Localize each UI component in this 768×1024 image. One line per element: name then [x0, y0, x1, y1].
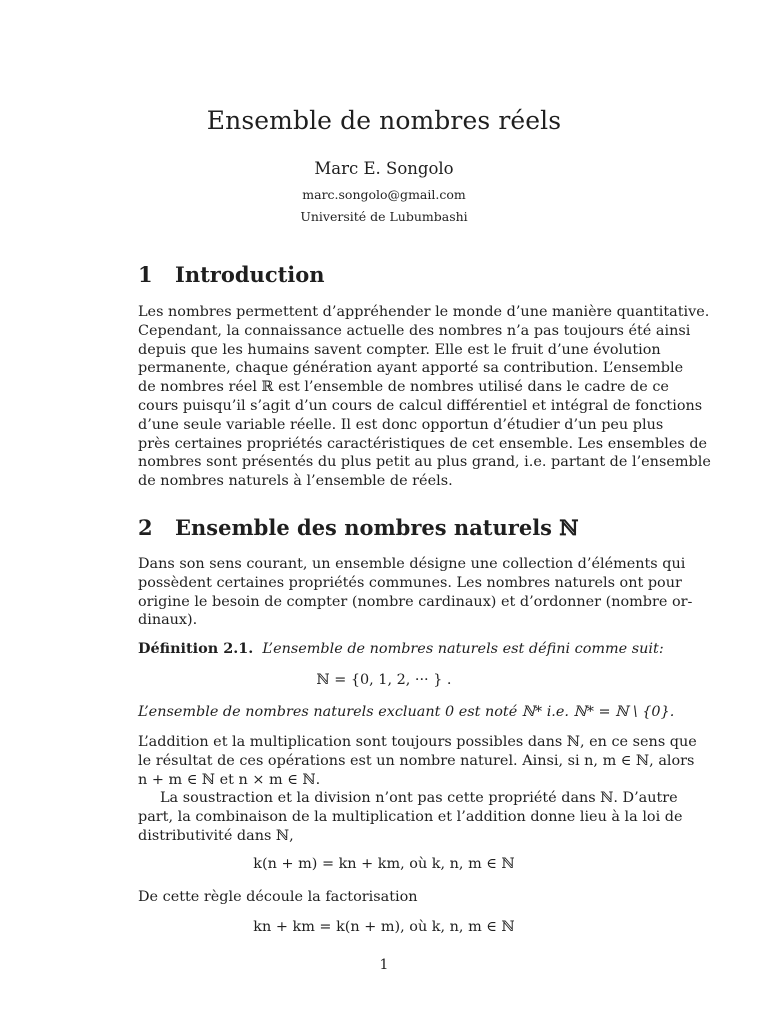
equation-factorisation: kn + km = k(n + m), où k, n, m ∈ ℕ	[253, 919, 515, 935]
section-number: 2	[138, 515, 153, 540]
text-line: d’une seule variable réelle. Il est donc opportun d’étudier d’un peu plus	[138, 416, 664, 433]
page-number: 1	[379, 957, 389, 973]
equation-distributivity: k(n + m) = kn + km, où k, n, m ∈ ℕ	[253, 856, 515, 872]
definition-formula: ℕ = {0, 1, 2, ··· } .	[316, 672, 452, 688]
section-heading-naturals	[138, 515, 579, 540]
text-line: distributivité dans ℕ,	[138, 827, 294, 844]
distributivity-paragraph	[138, 789, 683, 845]
text-line: part, la combinaison de la multiplication et l’addition donne lieu à la loi de	[138, 808, 683, 825]
definition-note: L’ensemble de nombres naturels excluant 0 est noté ℕ* i.e. ℕ* = ℕ \ {0}.	[138, 704, 675, 720]
definition-statement: L’ensemble de nombres naturels est défini comme suit:	[262, 641, 664, 657]
text-line: de nombres naturels à l’ensemble de réels.	[138, 473, 453, 490]
factorisation-intro: De cette règle découle la factorisation	[138, 889, 418, 905]
intro-paragraph	[138, 303, 711, 491]
naturals-paragraph	[138, 555, 693, 630]
text-line: possèdent certaines propriétés communes. Les nombres naturels ont pour	[138, 574, 682, 591]
text-line: cours puisqu’il s’agit d’un cours de calcul différentiel et intégral de fonctions	[138, 397, 703, 414]
text-line: permanente, chaque génération ayant apporté sa contribution. L’ensemble	[138, 360, 684, 377]
text-line: Dans son sens courant, un ensemble désigne une collection d’éléments qui	[138, 556, 686, 572]
text-line: le résultat de ces opérations est un nombre naturel. Ainsi, si n, m ∈ ℕ, alors	[138, 752, 695, 769]
text-line: La soustraction et la division n’ont pas cette propriété dans ℕ. D’autre	[160, 790, 678, 806]
author-affiliation: Université de Lubumbashi	[300, 209, 468, 224]
text-line: L’addition et la multiplication sont toujours possibles dans ℕ, en ce sens que	[138, 734, 697, 750]
text-line: depuis que les humains savent compter. Elle est le fruit d’une évolution	[138, 341, 661, 358]
definition-label: Définition 2.1.	[138, 640, 254, 657]
text-line: Les nombres permettent d’appréhender le monde d’une manière quantitative.	[138, 304, 710, 320]
text-line: près certaines propriétés caractéristiques de cet ensemble. Les ensembles de	[138, 435, 708, 452]
section-title: Ensemble des nombres naturels ℕ	[175, 515, 579, 540]
definition-block	[138, 640, 664, 659]
section-number: 1	[138, 262, 153, 287]
text-line: de nombres réel ℝ est l’ensemble de nombres utilisé dans le cadre de ce	[138, 379, 669, 396]
text-line: n + m ∈ ℕ et n × m ∈ ℕ.	[138, 771, 321, 788]
text-line: dinaux).	[138, 612, 198, 629]
text-line: nombres sont présentés du plus petit au plus grand, i.e. partant de l’ensemble	[138, 454, 711, 471]
section-heading-introduction	[138, 262, 325, 287]
author-name: Marc E. Songolo	[314, 159, 454, 178]
text-line: Cependant, la connaissance actuelle des nombres n’a pas toujours été ainsi	[138, 322, 691, 339]
text-line: origine le besoin de compter (nombre cardinaux) et d’ordonner (nombre or-	[138, 593, 693, 610]
author-email: marc.songolo@gmail.com	[302, 187, 466, 202]
paper-title: Ensemble de nombres réels	[206, 106, 562, 135]
closure-paragraph	[138, 733, 697, 789]
section-title: Introduction	[175, 262, 325, 287]
